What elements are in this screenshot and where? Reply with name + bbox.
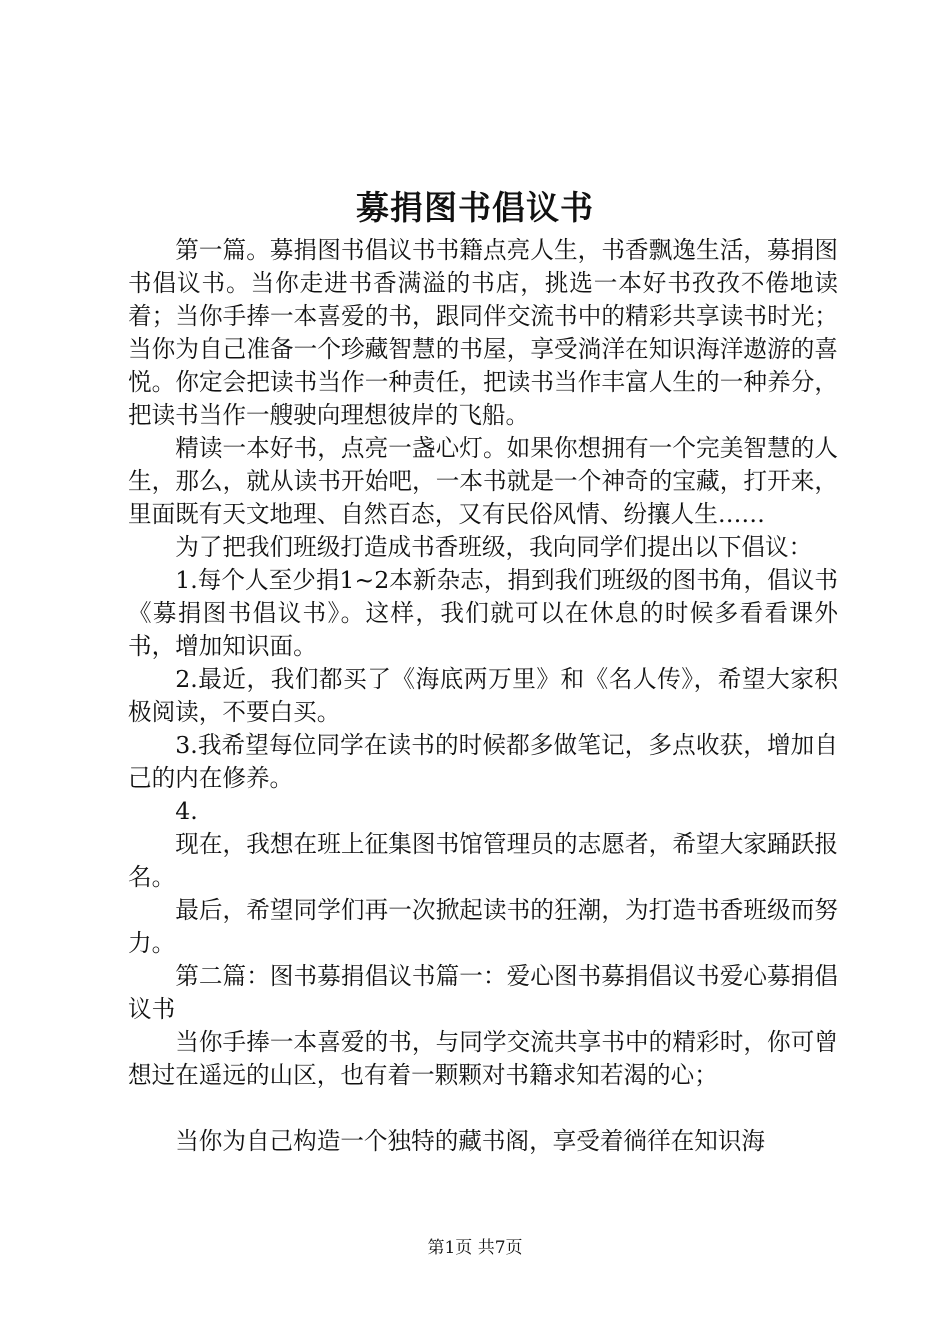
- paragraph-1: 第一篇。募捐图书倡议书书籍点亮人生，书香飘逸生活，募捐图书倡议书。当你走进书香满溢的书店，挑选一本好书孜孜不倦地读着；当你手捧一本喜爱的书，跟同伴交流书中的精彩共享读书时光；当你为自己准备一个珍藏智慧的书屋，享受淌洋在知识海洋遨游的喜悦。你定会把读书当作一种责任，把读书当作丰富人生的一种养分，把读书当作一艘驶向理想彼岸的飞船。: [128, 236, 838, 429]
- page-footer: 第1页 共7页: [427, 1238, 523, 1258]
- document-body: [128, 234, 838, 1158]
- paragraph-7: 当你为自己构造一个独特的藏书阁，享受着徜徉在知识海: [175, 1127, 766, 1155]
- list-item-3: 3.我希望每位同学在读书的时候都多做笔记，多点收获，增加自己的内在修养。: [128, 731, 838, 792]
- list-item-1: 1.每个人至少捐1~2本新杂志，捐到我们班级的图书角，倡议书《募捐图书倡议书》。这样，我们就可以在休息的时候多看看课外书，增加知识面。: [128, 566, 838, 660]
- paragraph-2: 精读一本好书，点亮一盏心灯。如果你想拥有一个完美智慧的人生，那么，就从读书开始吧，一本书就是一个神奇的宝藏，打开来，里面既有天文地理、自然百态，又有民俗风情、纷攘人生……: [128, 434, 838, 528]
- document-title: 募捐图书倡议书: [356, 188, 594, 227]
- paragraph-5: 最后，希望同学们再一次掀起读书的狂潮，为打造书香班级而努力。: [128, 896, 838, 957]
- paragraph-3: 为了把我们班级打造成书香班级，我向同学们提出以下倡议：: [175, 533, 813, 561]
- paragraph-4: 现在，我想在班上征集图书馆管理员的志愿者，希望大家踊跃报名。: [128, 830, 838, 891]
- list-item-2: 2.最近，我们都买了《海底两万里》和《名人传》，希望大家积极阅读，不要白买。: [128, 665, 838, 726]
- blank-line: [128, 1092, 838, 1125]
- section-heading-2: 第二篇：图书募捐倡议书篇一：爱心图书募捐倡议书爱心募捐倡议书: [128, 962, 838, 1023]
- paragraph-6: 当你手捧一本喜爱的书，与同学交流共享书中的精彩时，你可曾想过在遥远的山区，也有着一颗颗对书籍求知若渴的心；: [128, 1028, 838, 1089]
- list-item-4: 4.: [175, 797, 198, 825]
